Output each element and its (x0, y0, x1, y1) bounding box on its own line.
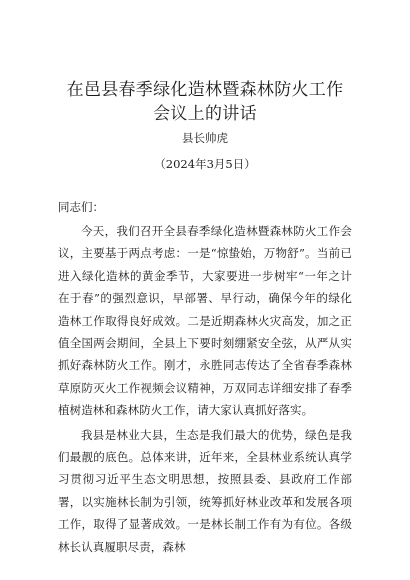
document-title: 在邑县春季绿化造林暨森林防火工作会议上的讲话 (66, 80, 344, 124)
salutation: 同志们： (58, 200, 104, 214)
body-paragraph-2: 我县是林业大县，生态是我们最大的优势，绿色是我们最靓的底色。总体来讲，近年来，全县林业系统认真学习贯彻习近平生态文明思想，按照县委、县政府工作部署，以实施林长制为引领，统筹抓好林业改革和发展各项工作，取得了显著成效。一是林长制工作有为有位。各级林长认真履职尽责，森林 (58, 427, 352, 554)
body-paragraph-1: 今天，我们召开全县春季绿化造林暨森林防火工作会议，主要基于两点考虑：一是“惊蛰始，万物舒”。当前已进入绿化造林的黄金季节，大家要进一步树牢“一年之计在于春”的强烈意识，早部署、早行动，确保今年的绿化造林工作取得良好成效。二是近期森林火灾高发，加之正值全国两会期间，全县上下要时刻绷紧安全弦，从严从实抓好森林防火工作。刚才，永胜同志传达了全省春季森林草原防灭火工作视频会议精神，万双同志详细安排了春季植树造林和森林防火工作，请大家认真抓好落实。 (58, 224, 352, 418)
document-date: （2024年3月5日） (154, 157, 256, 171)
document-author: 县长帅虎 (182, 131, 228, 145)
